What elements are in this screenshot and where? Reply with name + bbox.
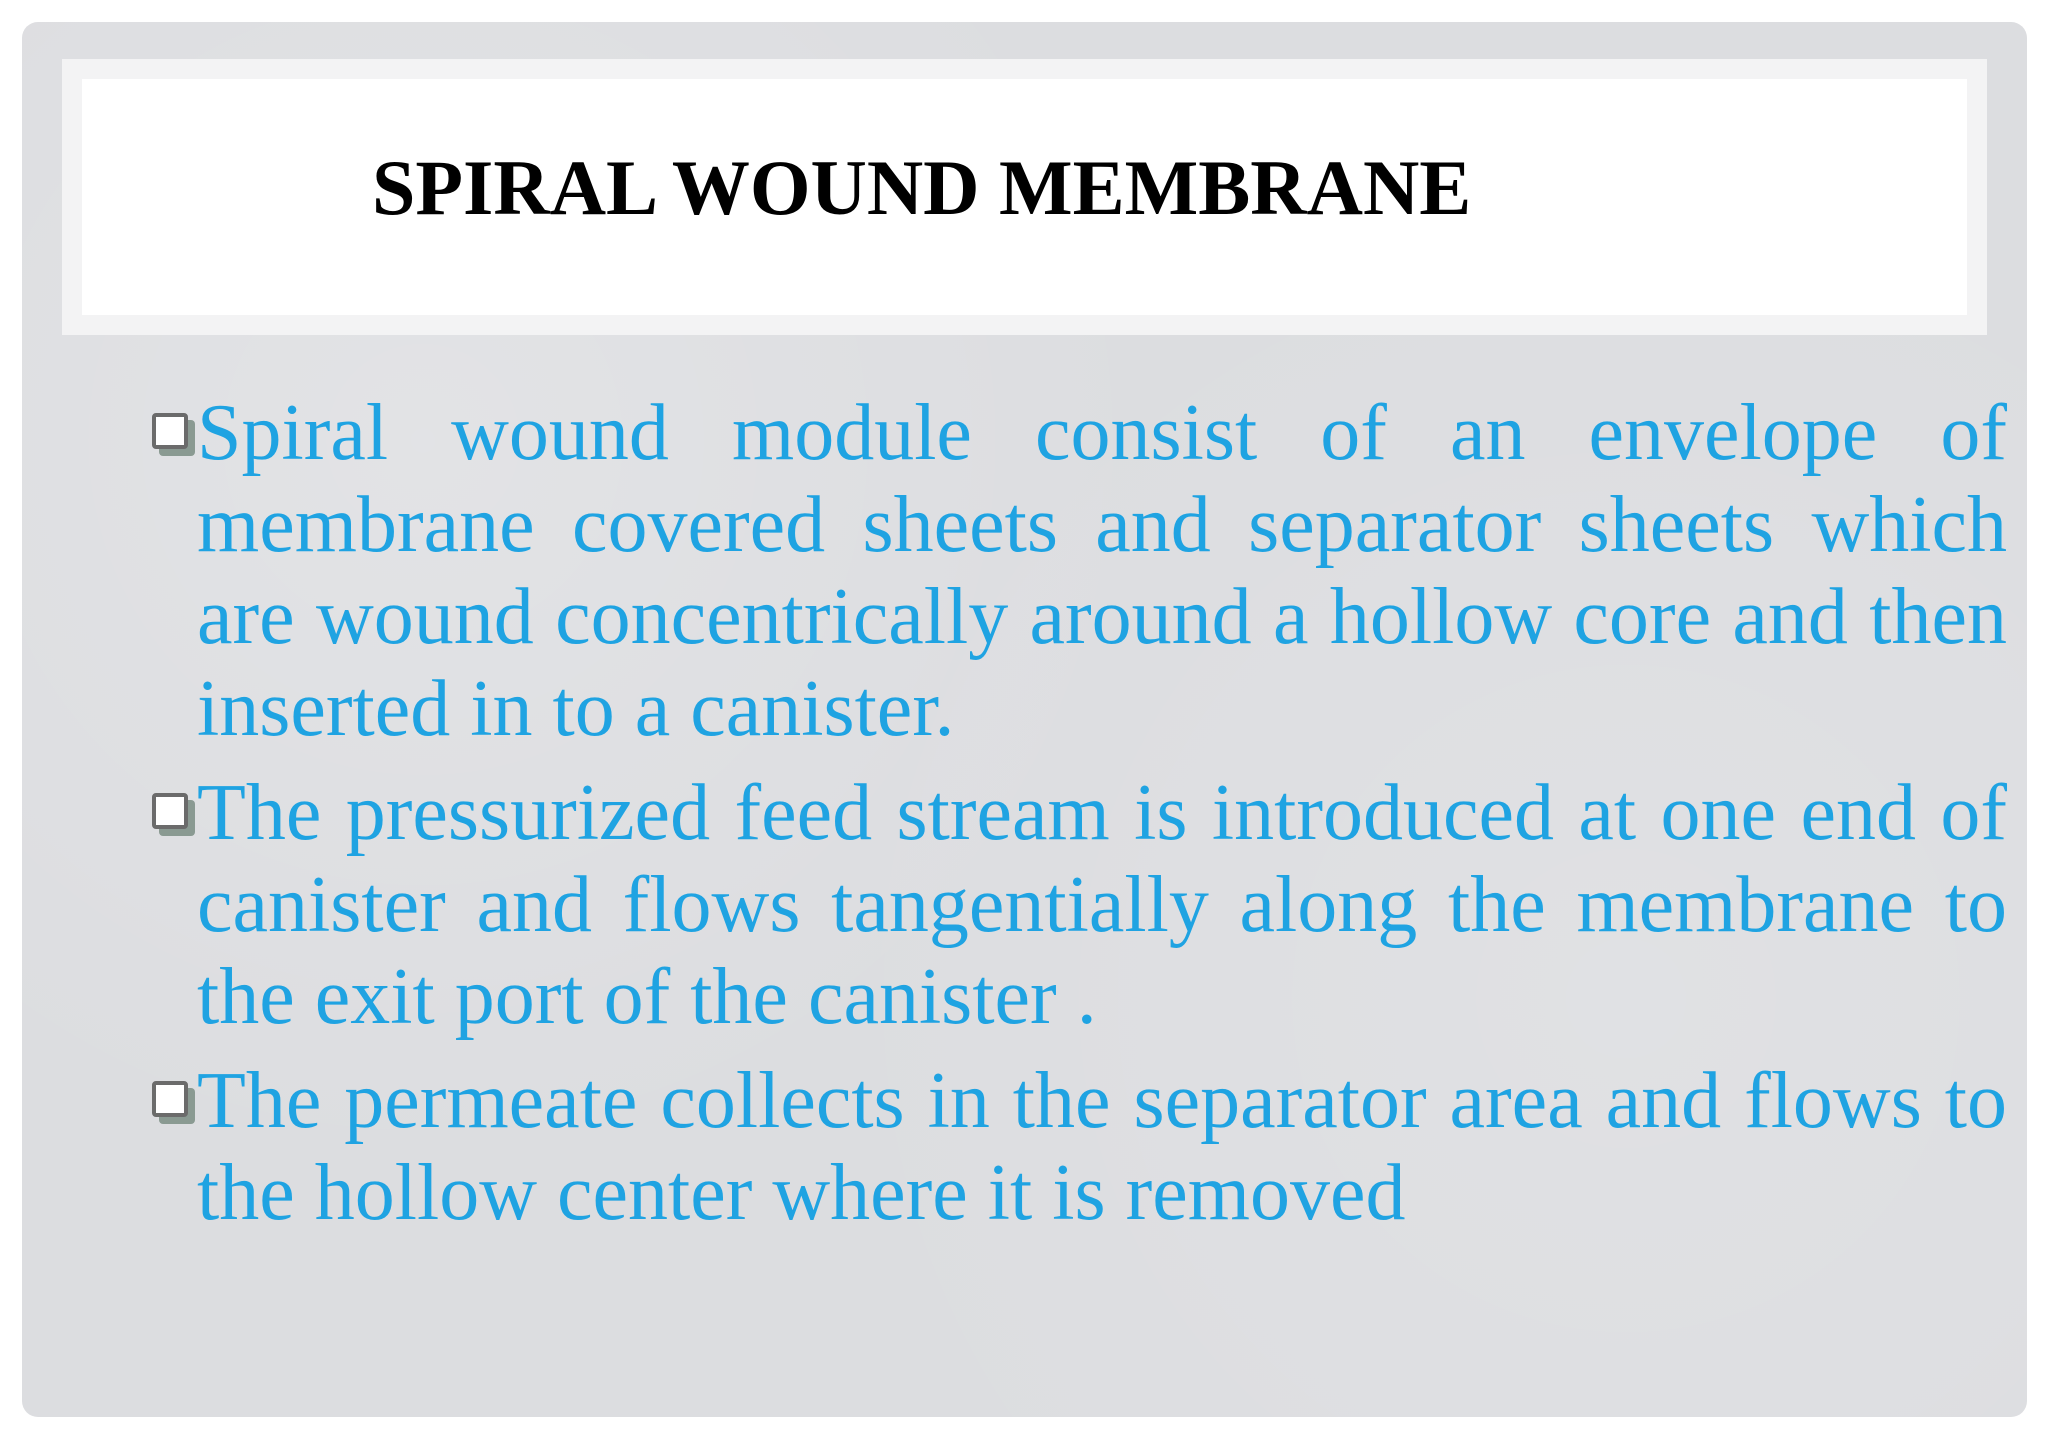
checkbox-square-icon [152, 793, 188, 829]
bullet-text: The pressurized feed stream is introduced at one end of canister and flows tangentially along the membrane to the exit port of the canister . [197, 769, 2007, 1041]
bullet-list [152, 387, 2007, 1251]
checkbox-square-icon [152, 1081, 188, 1117]
bullet-item [152, 387, 2007, 755]
slide [22, 22, 2027, 1417]
title-frame [62, 59, 1987, 335]
checkbox-square-icon [152, 413, 188, 449]
bullet-item [152, 1055, 2007, 1239]
bullet-text: Spiral wound module consist of an envelope of membrane covered sheets and separator sheets which are wound concentrically around a hollow core and then inserted in to a canister. [197, 389, 2007, 753]
bullet-text: The permeate collects in the separator area and flows to the hollow center where it is removed [197, 1057, 2007, 1237]
bullet-item [152, 767, 2007, 1043]
title-panel [82, 79, 1967, 315]
slide-title: SPIRAL WOUND MEMBRANE [372, 144, 1472, 231]
